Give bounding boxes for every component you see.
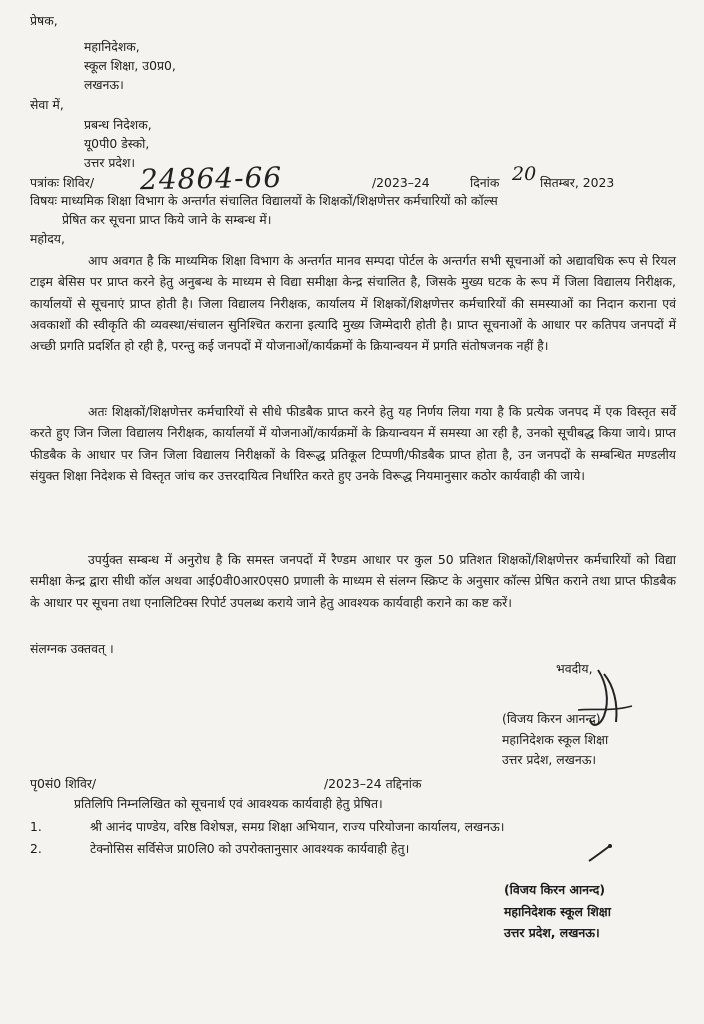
closing2-designation: महानिदेशक स्कूल शिक्षा <box>504 904 611 919</box>
paragraph-1-text: आप अवगत है कि माध्यमिक शिक्षा विभाग के अन्तर्गत मानव सम्पदा पोर्टल के अन्तर्गत सभी सूचनाओं को अद्यावधिक रूप से रियल टाइम बेसिस पर प्राप्त करने हेतु अनुबन्ध के माध्यम से विद्या समीक्षा केन्द्र संचालित है, जिसके मुख्य घटक के रूप में जिला विद्यालय निरीक्षक, कार्यालयों से सूचनाएं प्राप्त होती है। जिला विद्यालय निरीक्षक, कार्यालय में शिक्षकों/शिक्षणेत्तर कर्मचारियों की समस्याओं का निदान कराना एवं अवकाशों की स्वीकृति की व्यवस्था/संचालन सुनिश्चित कराना इत्यादि मुख्य जिम्मेदारी होती है। प्राप्त सूचनाओं के आधार पर कतिपय जनपदों में अच्छी प्रगति प्रदर्शित हो रही है, परन्तु कई जनपदों में योजनाओं/कार्यक्रमों के क्रियान्वयन में प्रगति संतोषजनक नहीं है। <box>30 253 676 354</box>
signature-tick-mark <box>585 843 615 865</box>
ref-date-label: दिनांक <box>470 175 500 190</box>
recipient-line-2: यू0पी0 डेस्को, <box>84 136 150 151</box>
recipient-label: सेवा में, <box>30 97 64 112</box>
sender-line-1: महानिदेशक, <box>84 39 140 54</box>
body-paragraph-1 <box>30 250 676 356</box>
closing2-name: (विजय किरन आनन्द) <box>504 882 606 897</box>
endorsement-item-1-num: 1. <box>30 819 42 834</box>
closing-name: (विजय किरन आनन्द) <box>502 711 601 726</box>
enclosure-note: संलग्नक उक्तवत् । <box>30 641 114 656</box>
endorsement-item-1-text: श्री आनंद पाण्डेय, वरिष्ठ विशेषज्ञ, समग्र शिक्षा अभियान, राज्य परियोजना कार्यालय, लखनऊ। <box>90 819 505 834</box>
handwritten-date-day: 20 <box>512 163 537 185</box>
endorsement-ref: पृ0सं0 शिविर/ <box>30 776 97 791</box>
endorsement-year: /2023–24 तद्दिनांक <box>324 776 422 791</box>
closing-designation: महानिदेशक स्कूल शिक्षा <box>502 732 609 747</box>
handwritten-ref-number: 24864-66 <box>139 160 283 197</box>
endorsement-item-2-text: टेक्नोसिस सर्विसेज प्रा0लि0 को उपरोक्तानुसार आवश्यक कार्यवाही हेतु। <box>90 841 410 856</box>
ref-prefix: पत्रांकः शिविर/ <box>30 175 95 190</box>
closing-yours: भवदीय, <box>556 661 593 676</box>
subject-line-1: विषयः माध्यमिक शिक्षा विभाग के अन्तर्गत संचालित विद्यालयों के शिक्षकों/शिक्षणेत्तर कर्मचारियों को कॉल्स <box>30 193 498 208</box>
endorsement-intro: प्रतिलिपि निम्नलिखित को सूचनार्थ एवं आवश्यक कार्यवाही हेतु प्रेषित। <box>74 796 383 811</box>
body-paragraph-3 <box>30 549 676 613</box>
body-paragraph-2 <box>30 401 676 486</box>
sender-label: प्रेषक, <box>30 13 58 28</box>
sender-line-2: स्कूल शिक्षा, उ0प्र0, <box>84 58 176 73</box>
subject-line-2: प्रेषित कर सूचना प्राप्त किये जाने के सम्बन्ध में। <box>62 212 272 227</box>
recipient-line-1: प्रबन्ध निदेशक, <box>84 117 152 132</box>
ref-date-rest: सितम्बर, 2023 <box>540 175 615 190</box>
endorsement-item-2-num: 2. <box>30 841 42 856</box>
salutation: महोदय, <box>30 231 65 246</box>
recipient-line-3: उत्तर प्रदेश। <box>84 155 136 170</box>
sender-line-3: लखनऊ। <box>84 77 124 92</box>
paragraph-3-text: उपर्युक्त सम्बन्ध में अनुरोध है कि समस्त जनपदों में रैण्डम आधार पर कुल 50 प्रतिशत शिक्षकों/शिक्षणेत्तर कर्मचारियों को विद्या समीक्षा केन्द्र द्वारा सीधी कॉल अथवा आई0वी0आर0एस0 प्रणाली के माध्यम से संलग्न स्क्रिप्ट के अनुसार कॉल्स प्रेषित कराने तथा प्राप्त फीडबैक के आधार पर सूचना तथा एनालिटिक्स रिपोर्ट उपलब्ध कराये जाने हेतु आवश्यक कार्यवाही कराने का कष्ट करें। <box>30 552 676 610</box>
closing2-place: उत्तर प्रदेश, लखनऊ। <box>504 925 600 940</box>
ref-year: /2023–24 <box>372 175 430 190</box>
paragraph-2-text: अतः शिक्षकों/शिक्षणेत्तर कर्मचारियों से सीधे फीडबैक प्राप्त करने हेतु यह निर्णय लिया गया है कि प्रत्येक जनपद में एक विस्तृत सर्वे करते हुए जिन जिला विद्यालय निरीक्षक, कार्यालयों में योजनाओं/कार्यक्रमों के क्रियान्वयन में समस्या आ रही है, उनको सूचीबद्ध किया जाये। प्राप्त फीडबैक के आधार पर जिन जिला विद्यालय निरीक्षकों के विरूद्ध प्रतिकूल टिप्पणी/फीडबैक प्राप्त होता है, उन जनपदों के सम्बन्धित मण्डलीय संयुक्त शिक्षा निदेशक से विस्तृत जांच कर उत्तरदायित्व निर्धारित करते हुए उनके विरूद्ध नियमानुसार कठोर कार्यवाही की जाये। <box>30 404 676 483</box>
closing-place: उत्तर प्रदेश, लखनऊ। <box>502 752 597 767</box>
